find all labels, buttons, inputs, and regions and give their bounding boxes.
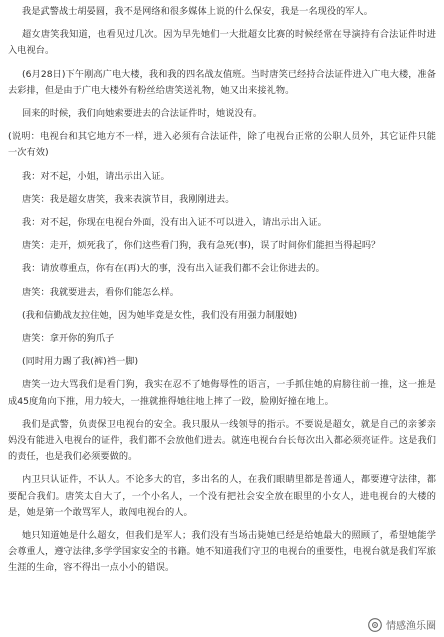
watermark-text: 情感渔乐圈 [386, 621, 436, 632]
wechat-official-account-icon [368, 618, 382, 632]
article-paragraph: (6月28日)下午刚高广电大楼，我和我的四名战友值班。当时唐笑已经持合法证件进入广电大楼，准备去彩排，但是由于广电大楼外有粉丝给唐笑送礼物，她又出来接礼物。 [8, 68, 436, 96]
article-paragraph: 我们是武警，负责保卫电视台的安全。我只服从一线领导的指示。不要说是超女，就是自己的亲爹亲妈没有能进入电视台的证件，我们都不会放他们进去。就连电视台台长每次出入都必须亮证件。这是我们的责任，也是我们必须要做的。 [8, 418, 436, 463]
dialogue-line: 我：对不起，你现在电视台外面，没有出入证不可以进入，请出示出入证。 [22, 217, 327, 229]
article-paragraph: 我是武警战士胡晏圆，我不是网络和很多媒体上说的什么保安，我是一名现役的军人。 [22, 6, 374, 17]
watermark [368, 617, 436, 632]
article-paragraph: 内卫只认证件，不认人。不论多大的官，多出名的人，在我们眼睛里都是普通人，都要遵守法律，都要配合我们。唐笑太自大了，一个小名人，一个没有把社会安全放在眼里的小女人，进电视台的大楼的是，她是第一个敢骂军人，敢闯电视台的人。 [8, 474, 436, 518]
dialogue-line: 唐笑：走开，烦死我了，你们这些看门狗，我有急死(事)，误了时间你们能担当得起吗？ [22, 240, 381, 252]
article-paragraph: 回来的时候，我们向她索要进去的合法证件时，她说没有。 [22, 108, 263, 120]
dialogue-line: 唐笑：我就要进去，看你们能怎么样。 [22, 286, 180, 298]
dialogue-line: 唐笑：拿开你的狗爪子 [22, 333, 115, 345]
article-paragraph: (同时用力踢了我(裤)裆一脚) [22, 356, 139, 368]
article-paragraph: 她只知道她是什么超女，但我们是军人；我们没有当场击毙她已经是给她最大的照顾了，希望她能学会尊重人，遵守法律,多学学国家安全的书籍。她不知道我们守卫的电视台的重要性，电视台就是我们军旅生涯的生命，容不得出一点小小的错误。 [8, 530, 436, 574]
article-paragraph: (说明：电视台和其它地方不一样，进入必须有合法证件，除了电视台正常的公职人员外，其它证件只能一次有效) [8, 131, 436, 159]
dialogue-line: 唐笑：我是超女唐笑，我来表演节目，我刚刚进去。 [22, 193, 235, 205]
article-paragraph: 唐笑一边大骂我们是看门狗，我实在忍不了她侮辱性的语言，一手抓住她的肩膀往前一推，这一推是成45度角向下推，用力较大，一推就推得她往地上摔了一跤，脸刚好撞在地上。 [8, 379, 436, 407]
dialogue-line: 我：请放尊重点，你有在(再)大的事，没有出入证我们都不会让你进去的。 [22, 263, 325, 275]
dialogue-line: 我：对不起，小姐，请出示出入证。 [22, 170, 170, 182]
article-paragraph: (我和信勤战友拉住她，因为她毕竟是女性，我们没有用强力制服她) [22, 309, 298, 321]
article-paragraph: 超女唐笑我知道，也看见过几次。因为早先她们一大批超女比赛的时候经常在导演持有合法证件时进入电视台。 [8, 29, 436, 57]
